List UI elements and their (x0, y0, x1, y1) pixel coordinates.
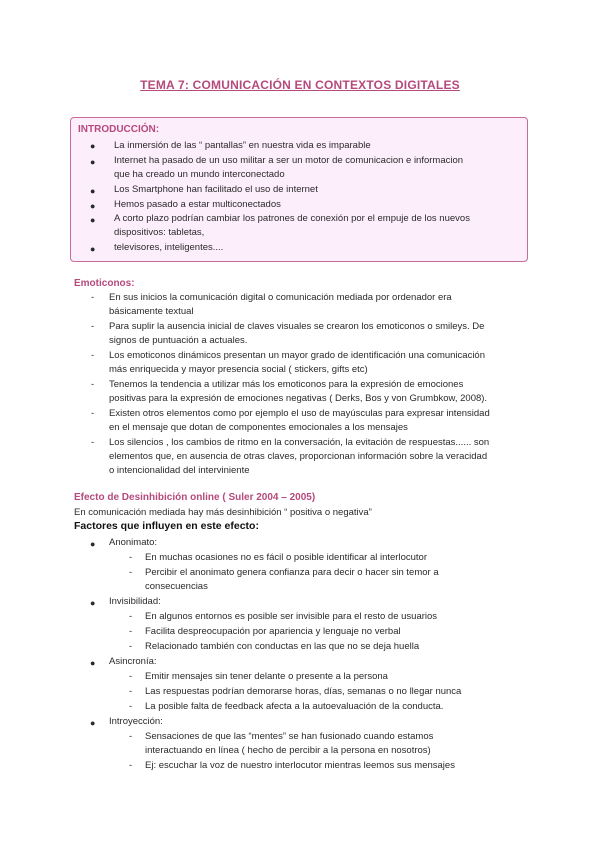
dash-marker: - (129, 731, 133, 742)
factor-label: Introyección: (109, 716, 163, 727)
emoticonos-item-text: Para suplir la ausencia inicial de claves visuales se crearon los emoticonos o smileys. De (109, 321, 485, 332)
intro-bullet-text: Hemos pasado a estar multiconectados (114, 199, 281, 210)
intro-bullet-text: La inmersión de las “ pantallas” en nuestra vida es imparable (114, 140, 371, 151)
factor-item-text: La posible falta de feedback afecta a la autoevaluación de la conducta. (145, 701, 444, 712)
intro-bullet-text: Los Smartphone han facilitado el uso de internet (114, 184, 318, 195)
dash-marker: - (91, 350, 95, 361)
dash-marker: - (129, 701, 133, 712)
intro-bullet-text: A corto plazo podrían cambiar los patrones de conexión por el empuje de los nuevos (114, 213, 470, 224)
emoticonos-item-text: elementos que, en ausencia de otras claves, proporcionan información sobre la veracidad (109, 451, 488, 462)
factor-item-text: Percibir el anonimato genera confianza para decir o hacer sin temor a (145, 567, 439, 578)
emoticonos-item-text: Existen otros elementos como por ejemplo el uso de mayúsculas para expresar intensidad (109, 408, 490, 419)
emoticonos-item-text: signos de puntuación a actuales. (109, 335, 248, 346)
desinhibicion-intro-line: En comunicación mediada hay más desinhibición “ positiva o negativa” (74, 507, 372, 518)
emoticonos-item-text: En sus inicios la comunicación digital o comunicación mediada por ordenador era (109, 292, 452, 303)
intro-bullet-text: que ha creado un mundo interconectado (114, 169, 285, 180)
desinhibicion-heading: Efecto de Desinhibición online ( Suler 2004 – 2005) (74, 492, 316, 503)
factor-item-text: En muchas ocasiones no es fácil o posible identificar al interlocutor (145, 552, 427, 563)
dash-marker: - (129, 760, 133, 771)
intro-bullet-text: televisores, inteligentes.... (114, 242, 224, 253)
factor-item-text: consecuencias (145, 581, 208, 592)
emoticonos-item-text: o intencionalidad del interviniente (109, 465, 250, 476)
bullet-icon: ● (90, 658, 96, 668)
dash-marker: - (91, 321, 95, 332)
factor-item-text: Las respuestas podrían demorarse horas, días, semanas o no llegar nunca (145, 686, 462, 697)
factor-item-text: Relacionado también con conductas en las que no se deja huella (145, 641, 420, 652)
intro-bullet-text: dispositivos: tabletas, (114, 227, 205, 238)
emoticonos-item-text: básicamente textual (109, 306, 194, 317)
bullet-icon: ● (90, 141, 96, 151)
factor-label: Anonimato: (109, 537, 158, 548)
dash-marker: - (129, 552, 133, 563)
factors-heading: Factores que influyen en este efecto: (74, 520, 259, 532)
emoticonos-item-text: Tenemos la tendencia a utilizar más los emoticonos para la expresión de emociones (109, 379, 464, 390)
page-title: TEMA 7: COMUNICACIÓN EN CONTEXTOS DIGITALES (140, 78, 460, 92)
introduction-heading: INTRODUCCIÓN: (78, 124, 160, 135)
bullet-icon: ● (90, 157, 96, 167)
dash-marker: - (129, 611, 133, 622)
bullet-icon: ● (90, 201, 96, 211)
bullet-icon: ● (90, 186, 96, 196)
emoticonos-item-text: positivas para la expresión de emociones negativas ( Derks, Bos y von Grumbkow, 2008). (109, 393, 488, 404)
factor-item-text: interactuando en línea ( hecho de percibir a la persona en nosotros) (145, 745, 431, 756)
dash-marker: - (91, 408, 95, 419)
emoticonos-item-text: en el mensaje que dotan de componentes emocionales a los mensajes (109, 422, 408, 433)
bullet-icon: ● (90, 718, 96, 728)
factor-item-text: Ej: escuchar la voz de nuestro interlocutor mientras leemos sus mensajes (145, 760, 455, 771)
dash-marker: - (129, 686, 133, 697)
factor-item-text: Facilita despreocupación por apariencia y lenguaje no verbal (145, 626, 401, 637)
emoticonos-item-text: más enriquecida y mayor presencia social ( stickers, gifts etc) (109, 364, 368, 375)
emoticonos-item-text: Los silencios , los cambios de ritmo en la conversación, la evitación de respuestas...... son (109, 437, 490, 448)
dash-marker: - (91, 379, 95, 390)
factor-item-text: En algunos entornos es posible ser invisible para el resto de usuarios (145, 611, 438, 622)
dash-marker: - (129, 567, 133, 578)
factor-label: Invisibilidad: (109, 596, 161, 607)
factor-item-text: Emitir mensajes sin tener delante o presente a la persona (145, 671, 388, 682)
factor-item-text: Sensaciones de que las “mentes” se han fusionado cuando estamos (145, 731, 434, 742)
bullet-icon: ● (90, 244, 96, 254)
emoticonos-item-text: Los emoticonos dinámicos presentan un mayor grado de identificación una comunicación (109, 350, 485, 361)
intro-bullet-text: Internet ha pasado de un uso militar a ser un motor de comunicacion e informacion (114, 155, 464, 166)
dash-marker: - (129, 626, 133, 637)
factor-label: Asincronía: (109, 656, 157, 667)
dash-marker: - (91, 437, 95, 448)
bullet-icon: ● (90, 598, 96, 608)
dash-marker: - (129, 671, 133, 682)
bullet-icon: ● (90, 539, 96, 549)
dash-marker: - (91, 292, 95, 303)
dash-marker: - (129, 641, 133, 652)
bullet-icon: ● (90, 215, 96, 225)
emoticonos-heading: Emoticonos: (74, 278, 135, 289)
